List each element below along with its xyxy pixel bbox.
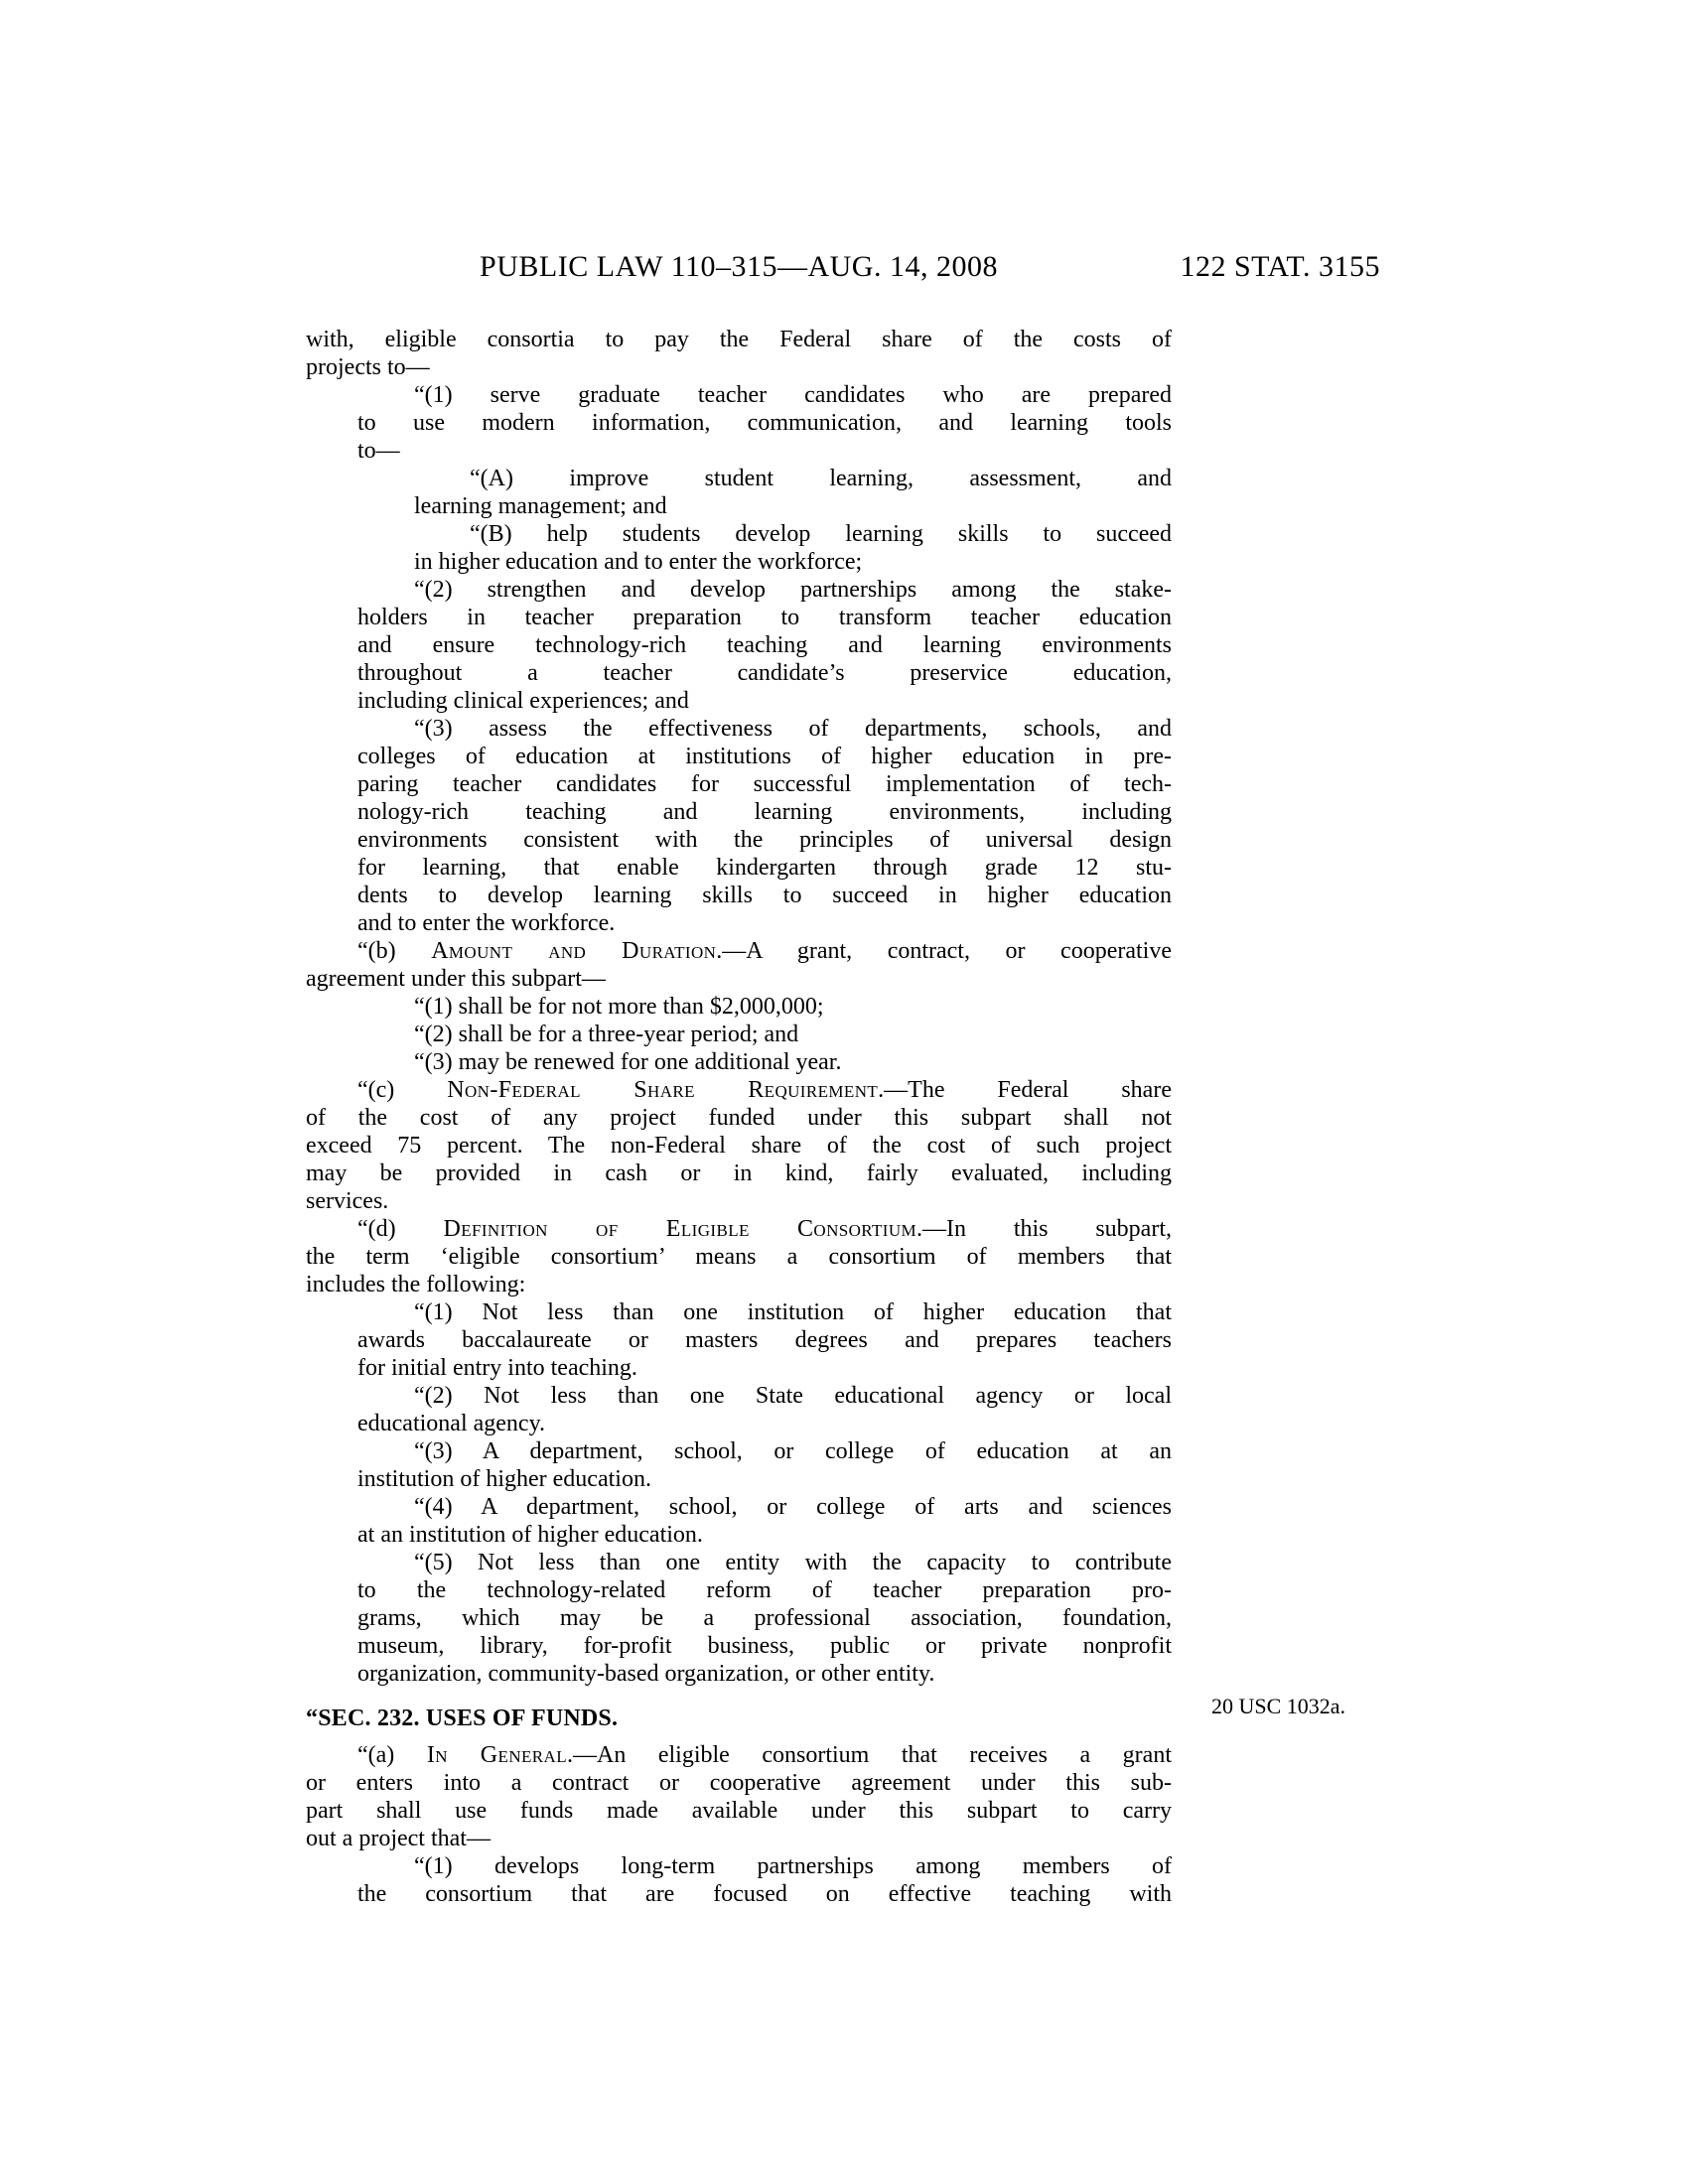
text-line <box>357 1326 1172 1354</box>
text-line <box>357 1076 1172 1104</box>
text-line <box>414 381 1172 409</box>
text-run: “(1) Not less than one institution of higher education that <box>414 1299 1172 1325</box>
text-run: “(2) strengthen and develop partnerships among the stake- <box>414 577 1172 603</box>
text-line <box>357 1660 1172 1688</box>
text-run: and ensure technology-rich teaching and learning environments <box>357 632 1172 658</box>
text-run: “(3) may be renewed for one additional year. <box>414 1049 842 1075</box>
text-run: learning management; and <box>414 493 667 519</box>
text-line <box>357 770 1172 798</box>
text-run: organization, community-based organization, or other entity. <box>357 1661 935 1687</box>
text-run: .—An eligible consortium that receives a grant <box>566 1742 1172 1768</box>
text-run: “(3) A department, school, or college of education at an <box>414 1438 1172 1464</box>
text-line <box>357 1521 1172 1549</box>
text-run: to— <box>357 438 400 464</box>
usc-margin-note: 20 USC 1032a. <box>1211 1694 1346 1718</box>
header-law-title: PUBLIC LAW 110–315—AUG. 14, 2008 <box>480 250 998 283</box>
text-run: with, eligible consortia to pay the Federal share of the costs of <box>306 327 1172 352</box>
text-run: “(a) <box>357 1742 427 1768</box>
text-line <box>414 1493 1172 1521</box>
text-line <box>414 1852 1172 1880</box>
text-line <box>470 465 1172 492</box>
text-run: “(4) A department, school, or college of arts and sciences <box>414 1494 1172 1520</box>
text-run: “(1) shall be for not more than $2,000,000; <box>414 994 824 1020</box>
text-line <box>357 798 1172 826</box>
text-line <box>357 1576 1172 1604</box>
text-line <box>306 1797 1172 1825</box>
text-line <box>306 1271 1172 1298</box>
text-run: for initial entry into teaching. <box>357 1355 637 1381</box>
statute-body <box>306 326 1172 1688</box>
text-run: “(d) <box>357 1216 444 1242</box>
text-line <box>357 1880 1172 1908</box>
text-line <box>414 1048 1172 1076</box>
text-run: agreement under this subpart— <box>306 966 606 992</box>
small-caps-run: In General <box>426 1742 567 1768</box>
text-line <box>357 604 1172 631</box>
text-run: projects to— <box>306 354 430 380</box>
text-run: museum, library, for-profit business, public or private nonprofit <box>357 1633 1172 1659</box>
text-run: dents to develop learning skills to succeed in higher education <box>357 883 1172 908</box>
text-run: awards baccalaureate or masters degrees and prepares teachers <box>357 1327 1172 1353</box>
text-run: “(3) assess the effectiveness of departments, schools, and <box>414 716 1172 742</box>
text-line <box>414 715 1172 743</box>
text-line <box>414 1382 1172 1410</box>
text-run: the consortium that are focused on effective teaching with <box>357 1881 1172 1907</box>
text-line <box>414 1549 1172 1576</box>
text-line <box>306 1160 1172 1187</box>
text-run: “(5) Not less than one entity with the capacity to contribute <box>414 1550 1172 1575</box>
text-run: colleges of education at institutions of higher education in pre- <box>357 744 1172 769</box>
text-run: “(2) shall be for a three-year period; and <box>414 1022 799 1047</box>
text-run: “(b) <box>357 938 432 964</box>
text-run: including clinical experiences; and <box>357 688 689 714</box>
text-line <box>357 1604 1172 1632</box>
text-run: grams, which may be a professional association, foundation, <box>357 1605 1172 1631</box>
small-caps-run: Definition of Eligible Consortium <box>443 1216 917 1242</box>
text-run: part shall use funds made available under this subpart to carry <box>306 1798 1172 1824</box>
statute-text-column <box>306 326 1172 1908</box>
small-caps-run: Non-Federal Share Requirement <box>447 1077 879 1103</box>
text-run: out a project that— <box>306 1826 491 1851</box>
text-run: “(2) Not less than one State educational agency or local <box>414 1383 1172 1409</box>
text-run: to use modern information, communication, and learning tools <box>357 410 1172 436</box>
text-line <box>414 1437 1172 1465</box>
text-run: environments consistent with the principles of universal design <box>357 827 1172 853</box>
text-run: “(B) help students develop learning skills to succeed <box>470 521 1172 547</box>
text-line <box>414 993 1172 1021</box>
text-run: to the technology-related reform of teacher preparation pro- <box>357 1577 1172 1603</box>
text-line <box>357 1465 1172 1493</box>
text-run: nology-rich teaching and learning environments, including <box>357 799 1172 825</box>
text-run: exceed 75 percent. The non-Federal share of the cost of such project <box>306 1133 1172 1159</box>
small-caps-run: Amount and Duration <box>431 938 717 964</box>
text-line <box>306 1769 1172 1797</box>
text-run: .—The Federal share <box>878 1077 1172 1103</box>
text-line <box>414 1021 1172 1048</box>
text-run: for learning, that enable kindergarten through grade 12 stu- <box>357 855 1172 881</box>
text-line <box>357 687 1172 715</box>
text-run: or enters into a contract or cooperative agreement under this sub- <box>306 1770 1172 1796</box>
text-line <box>357 437 1172 465</box>
text-run: in higher education and to enter the workforce; <box>414 549 863 575</box>
text-line <box>306 1825 1172 1852</box>
text-run: at an institution of higher education. <box>357 1522 703 1548</box>
text-line <box>357 659 1172 687</box>
text-line <box>306 1132 1172 1160</box>
text-run: includes the following: <box>306 1272 526 1297</box>
text-line <box>357 1215 1172 1243</box>
text-run: educational agency. <box>357 1411 546 1436</box>
text-line <box>357 826 1172 854</box>
text-line <box>357 854 1172 882</box>
text-line <box>470 520 1172 548</box>
text-run: institution of higher education. <box>357 1466 651 1492</box>
text-run: “(1) serve graduate teacher candidates who are prepared <box>414 382 1172 408</box>
text-line <box>357 743 1172 770</box>
text-run: .—A grant, contract, or cooperative <box>716 938 1172 964</box>
text-line <box>357 1354 1172 1382</box>
header-stat-number: 122 STAT. 3155 <box>1180 250 1380 283</box>
text-run: holders in teacher preparation to transform teacher education <box>357 605 1172 630</box>
text-run: .—In this subpart, <box>916 1216 1172 1242</box>
text-run: services. <box>306 1188 389 1214</box>
section-heading: “SEC. 232. USES OF FUNDS. <box>306 1706 619 1731</box>
text-line <box>357 909 1172 937</box>
text-run: “(c) <box>357 1077 448 1103</box>
text-line <box>357 1632 1172 1660</box>
text-run: of the cost of any project funded under this subpart shall not <box>306 1105 1172 1131</box>
statute-body-after-heading <box>306 1741 1172 1908</box>
text-run: “(1) develops long-term partnerships among members of <box>414 1853 1172 1879</box>
text-line <box>306 1104 1172 1132</box>
text-run: “(A) improve student learning, assessment, and <box>470 466 1172 491</box>
text-line <box>357 631 1172 659</box>
text-run: may be provided in cash or in kind, fairly evaluated, including <box>306 1160 1172 1186</box>
text-line <box>357 1741 1172 1769</box>
text-line <box>357 937 1172 965</box>
text-line <box>414 492 1172 520</box>
text-line <box>306 353 1172 381</box>
text-run: throughout a teacher candidate’s preservice education, <box>357 660 1172 686</box>
text-line <box>414 1298 1172 1326</box>
text-line <box>414 548 1172 576</box>
text-line <box>414 576 1172 604</box>
text-line <box>357 1410 1172 1437</box>
text-line <box>357 882 1172 909</box>
text-line <box>357 409 1172 437</box>
text-line <box>306 965 1172 993</box>
text-run: paring teacher candidates for successful implementation of tech- <box>357 771 1172 797</box>
text-run: the term ‘eligible consortium’ means a consortium of members that <box>306 1244 1172 1270</box>
text-run: and to enter the workforce. <box>357 910 616 936</box>
text-line <box>306 1243 1172 1271</box>
text-line <box>306 1187 1172 1215</box>
text-line <box>306 326 1172 353</box>
